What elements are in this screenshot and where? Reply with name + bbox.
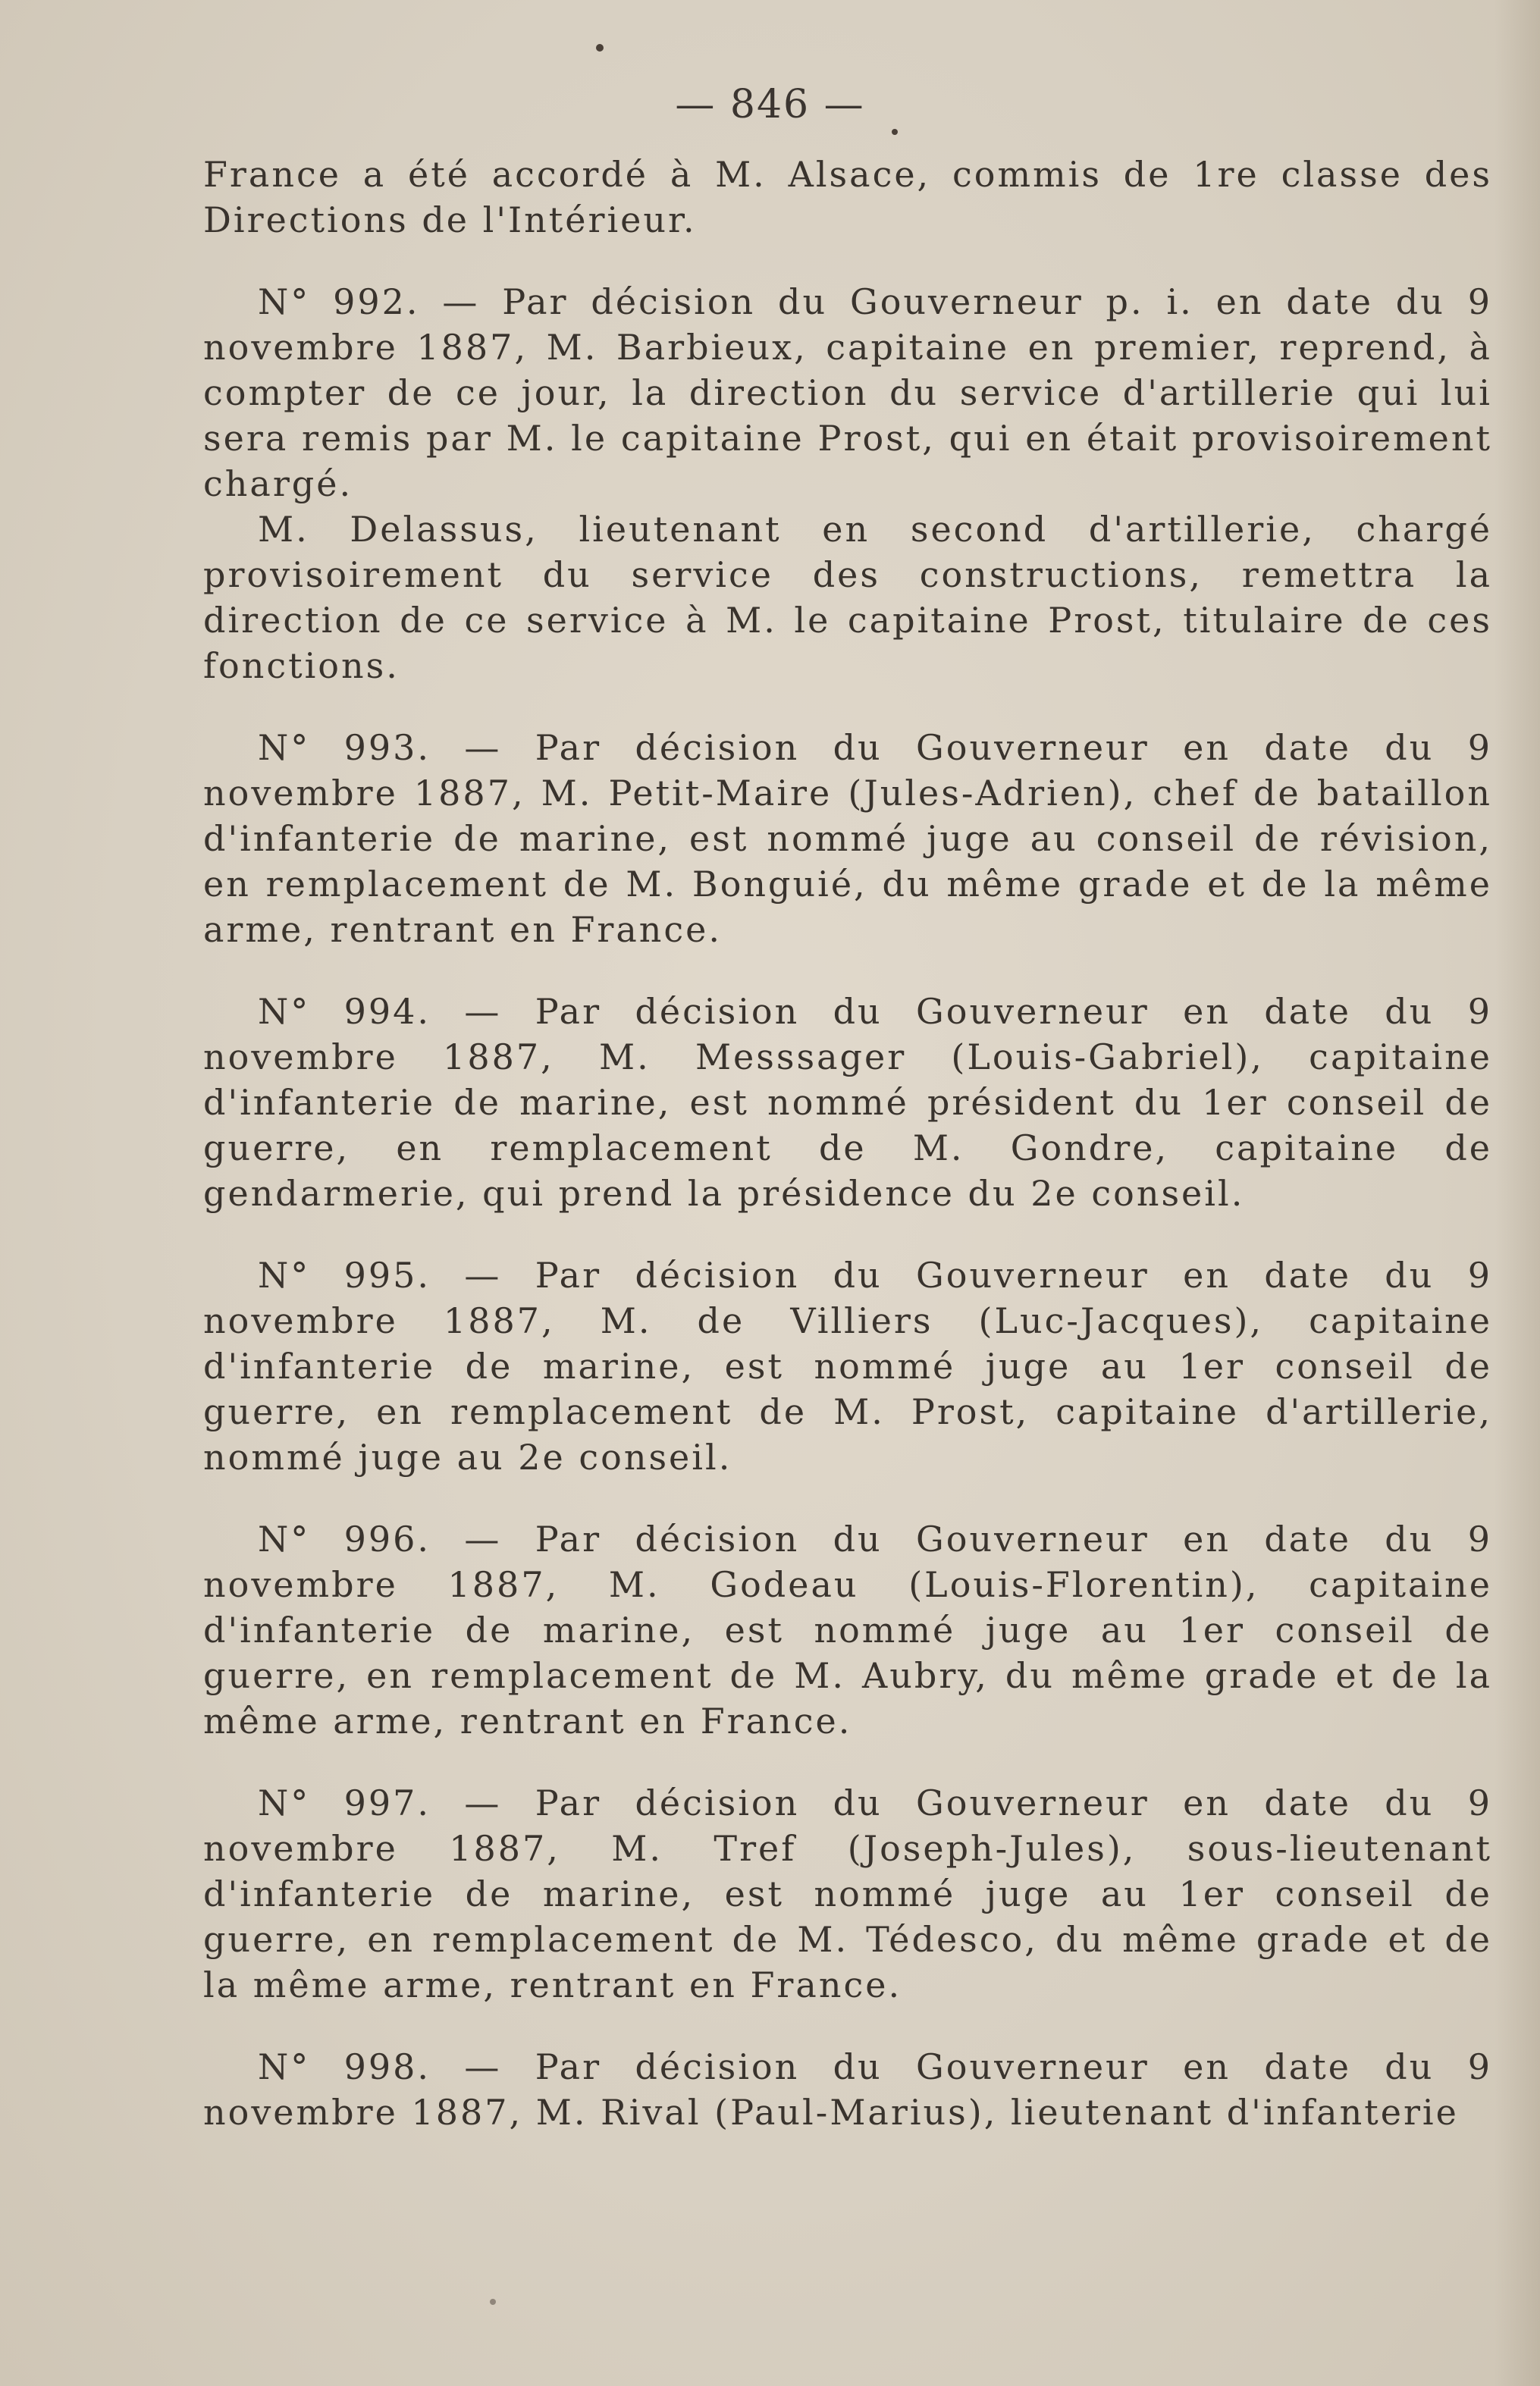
paragraph-995: N° 995. — Par décision du Gouverneur en date du 9 novembre 1887, M. de Villiers (Luc-Jacques), capitaine d'infanterie de marine, est nommé juge au 1er conseil de guerre, en remplacement de M. Prost, capitaine d'artillerie, nommé juge au 2e conseil. <box>203 1255 1492 1478</box>
page-number: — 846 — <box>675 82 865 127</box>
page-edge-shadow <box>1495 0 1540 2386</box>
paragraph-994: N° 994. — Par décision du Gouverneur en date du 9 novembre 1887, M. Messsager (Louis-Gabriel), capitaine d'infanterie de marine, est nommé président du 1er conseil de guerre, en remplacement de M. Gondre, capitaine de gendarmerie, qui prend la présidence du 2e conseil. <box>203 991 1492 1214</box>
paragraph-998: N° 998. — Par décision du Gouverneur en date du 9 novembre 1887, M. Rival (Paul-Marius), lieutenant d'infanterie <box>203 2046 1492 2133</box>
paragraph-993: N° 993. — Par décision du Gouverneur en date du 9 novembre 1887, M. Petit-Maire (Jules-Adrien), chef de bataillon d'infanterie de marine, est nommé juge au conseil de révision, en remplacement de M. Bonguié, du même grade et de la même arme, rentrant en France. <box>203 727 1492 950</box>
paragraph-996: N° 996. — Par décision du Gouverneur en date du 9 novembre 1887, M. Godeau (Louis-Florentin), capitaine d'infanterie de marine, est nommé juge au 1er conseil de guerre, en remplacement de M. Aubry, du même grade et de la même arme, rentrant en France. <box>203 1519 1492 1742</box>
ink-speck <box>892 129 898 135</box>
paragraph-992: N° 992. — Par décision du Gouverneur p. i. en date du 9 novembre 1887, M. Barbieux, capitaine en premier, reprend, à compter de ce jour, la direction du service d'artillerie qui lui sera remis par M. le capitaine Prost, qui en était provisoirement chargé. <box>203 281 1492 504</box>
paragraph-992-continued: M. Delassus, lieutenant en second d'artillerie, chargé provisoirement du service des constructions, remettra la direction de ce service à M. le capitaine Prost, titulaire de ces fonctions. <box>203 509 1492 686</box>
document-body <box>203 152 1492 2135</box>
ink-speck <box>490 2299 496 2305</box>
ink-speck <box>596 44 604 52</box>
paragraph-continuation: France a été accordé à M. Alsace, commis de 1re classe des Directions de l'Intérieur. <box>203 154 1492 240</box>
paragraph-997: N° 997. — Par décision du Gouverneur en date du 9 novembre 1887, M. Tref (Joseph-Jules), sous-lieutenant d'infanterie de marine, est nommé juge au 1er conseil de guerre, en remplacement de M. Tédesco, du même grade et de la même arme, rentrant en France. <box>203 1782 1492 2005</box>
